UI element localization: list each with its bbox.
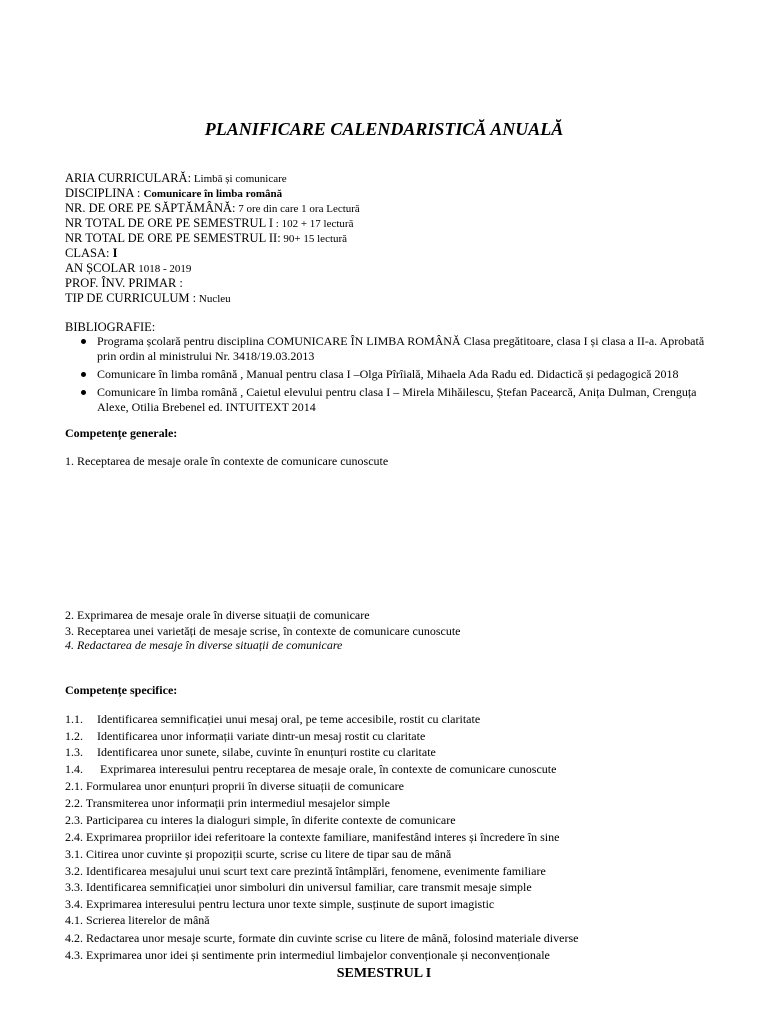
competenta-specifica: 1.1. Identificarea semnificației unui mesaj oral, pe teme accesibile, rostit cu claritate: [65, 712, 481, 726]
list-item: Comunicare în limba română , Caietul elevului pentru clasa I – Mirela Mihăilescu, Ștefan Pacearcă, Anița Dulman, Crenguța Alexe, Otilia Brebenel ed. INTUITEXT 2014: [65, 385, 715, 415]
competenta-specifica: 1.4. Exprimarea interesului pentru receptarea de mesaje orale, în contexte de comunicare cunoscute: [65, 762, 557, 776]
aria-curriculara: ARIA CURRICULARĂ: Limbă și comunicare: [65, 171, 287, 185]
competenta-specifica: 2.1. Formularea unor enunțuri proprii în diverse situații de comunicare: [65, 779, 404, 793]
competenta-specifica: 4.1. Scrierea literelor de mână: [65, 913, 210, 927]
list-item: Comunicare în limba română , Manual pentru clasa I –Olga Pîrîială, Mihaela Ada Radu ed. Didactică și pedagogică 2018: [65, 367, 715, 382]
competente-specifice-heading: Competențe specifice:: [65, 683, 178, 697]
ore-semestrul-1: NR TOTAL DE ORE PE SEMESTRUL I : 102 + 17 lectură: [65, 216, 354, 230]
competente-generale-heading: Competențe generale:: [65, 426, 178, 440]
bibliografie-list: [65, 334, 715, 418]
clasa: CLASA: I: [65, 246, 118, 260]
document-title: PLANIFICARE CALENDARISTICĂ ANUALĂ: [204, 119, 564, 139]
competenta-specifica: 1.3. Identificarea unor sunete, silabe, cuvinte în enunțuri rostite cu claritate: [65, 745, 436, 759]
competenta-generala-2: 2. Exprimarea de mesaje orale în diverse situații de comunicare: [65, 608, 370, 622]
competenta-generala-1: 1. Receptarea de mesaje orale în contexte de comunicare cunoscute: [65, 454, 389, 468]
bibliografie-heading: BIBLIOGRAFIE:: [65, 320, 156, 334]
tip-curriculum: TIP DE CURRICULUM : Nucleu: [65, 291, 231, 305]
ore-saptamana: NR. DE ORE PE SĂPTĂMÂNĂ: 7 ore din care 1 ora Lectură: [65, 201, 360, 215]
competenta-specifica: 3.3. Identificarea semnificației unor simboluri din universul familiar, care transmit mesaje simple: [65, 880, 532, 894]
an-scolar: AN ȘCOLAR 1018 - 2019: [65, 261, 192, 275]
competenta-specifica: 4.2. Redactarea unor mesaje scurte, formate din cuvinte scrise cu litere de mână, folosind materiale diverse: [65, 931, 579, 945]
competenta-generala-4: 4. Redactarea de mesaje în diverse situații de comunicare: [65, 638, 343, 652]
competenta-specifica: 3.2. Identificarea mesajului unui scurt text care prezintă întâmplări, fenomene, evenimente familiare: [65, 864, 546, 878]
disciplina: DISCIPLINA : Comunicare în limba română: [65, 186, 283, 200]
ore-semestrul-2: NR TOTAL DE ORE PE SEMESTRUL II: 90+ 15 lectură: [65, 231, 348, 245]
competenta-generala-3: 3. Receptarea unei varietăți de mesaje scrise, în contexte de comunicare cunoscute: [65, 624, 461, 638]
competenta-specifica: 3.1. Citirea unor cuvinte și propoziții scurte, scrise cu litere de tipar sau de mână: [65, 847, 452, 861]
competenta-specifica: 1.2. Identificarea unor informații variate dintr-un mesaj rostit cu claritate: [65, 729, 426, 743]
profesor: PROF. ÎNV. PRIMAR :: [65, 276, 183, 290]
competenta-specifica: 2.4. Exprimarea propriilor idei referitoare la contexte familiare, manifestând interes și încredere în sine: [65, 830, 560, 844]
competenta-specifica: 2.2. Transmiterea unor informații prin intermediul mesajelor simple: [65, 796, 390, 810]
competenta-specifica: 4.3. Exprimarea unor idei și sentimente prin intermediul limbajelor convenționale și neconvenționale: [65, 948, 550, 962]
semestru-heading: SEMESTRUL I: [336, 966, 432, 981]
list-item: Programa școlară pentru disciplina COMUNICARE ÎN LIMBA ROMÂNĂ Clasa pregătitoare, clasa I și clasa a II-a. Aprobată prin ordin al ministrului Nr. 3418/19.03.2013: [65, 334, 715, 364]
competenta-specifica: 3.4. Exprimarea interesului pentru lectura unor texte simple, susținute de suport imagistic: [65, 897, 495, 911]
competenta-specifica: 2.3. Participarea cu interes la dialoguri simple, în diferite contexte de comunicare: [65, 813, 456, 827]
